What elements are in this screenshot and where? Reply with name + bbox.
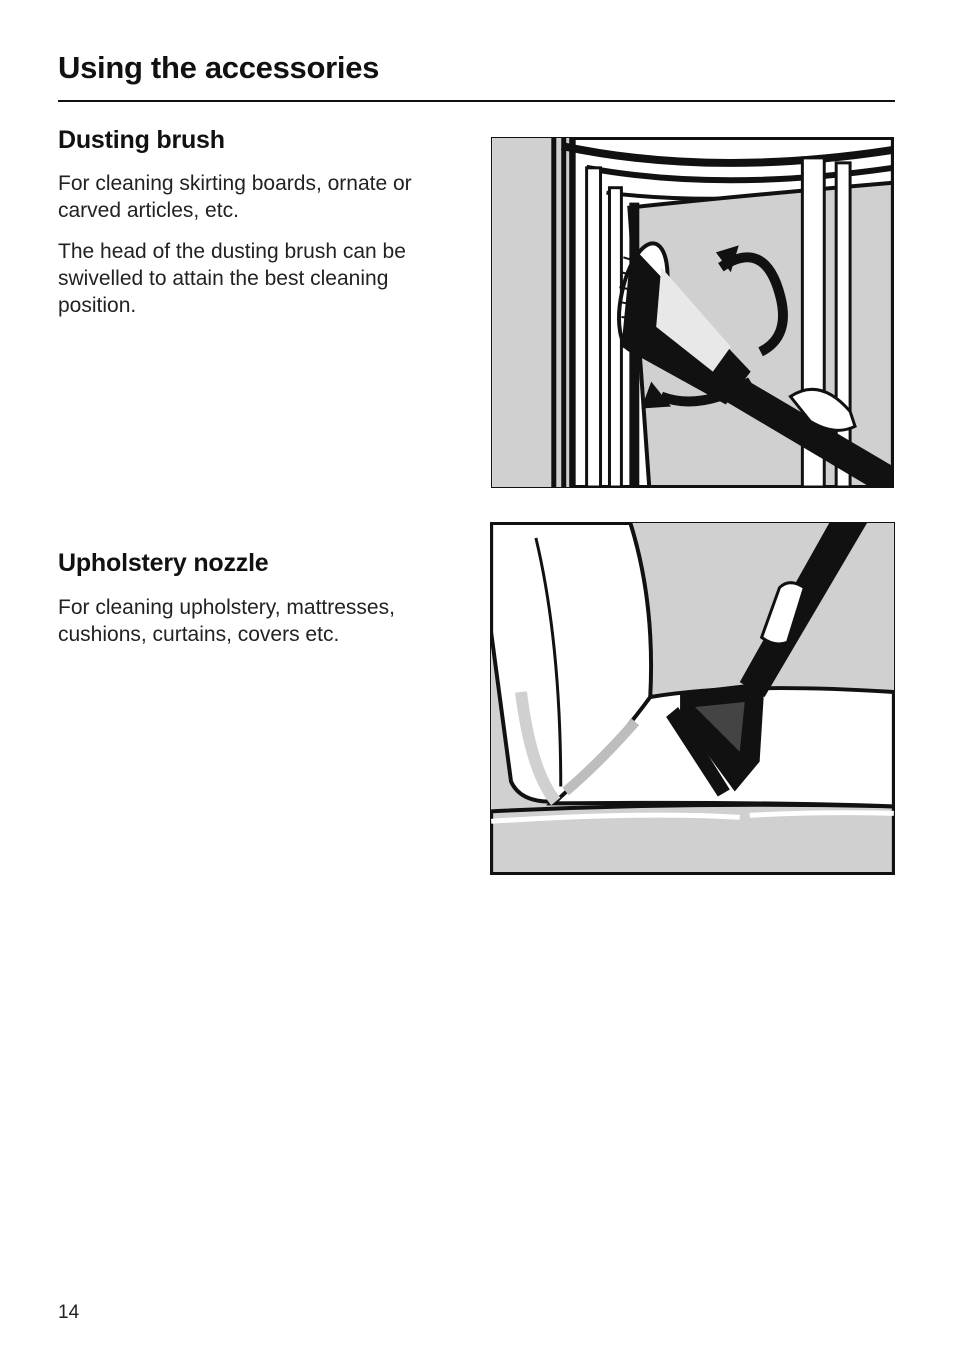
dusting-brush-heading: Dusting brush — [58, 126, 225, 154]
upholstery-nozzle-illustration — [490, 522, 895, 875]
page-title: Using the accessories — [58, 50, 380, 85]
upholstery-nozzle-description: For cleaning upholstery, mattresses, cushions, curtains, covers etc. — [58, 596, 395, 646]
dusting-brush-description: For cleaning skirting boards, ornate or carved articles, etc. — [58, 172, 412, 222]
upholstery-nozzle-heading: Upholstery nozzle — [58, 549, 269, 577]
page-number: 14 — [58, 1302, 80, 1323]
dusting-brush-swivel-note: The head of the dusting brush can be swivelled to attain the best cleaning position. — [58, 240, 406, 317]
title-divider — [58, 100, 895, 102]
dusting-brush-illustration — [491, 137, 894, 488]
